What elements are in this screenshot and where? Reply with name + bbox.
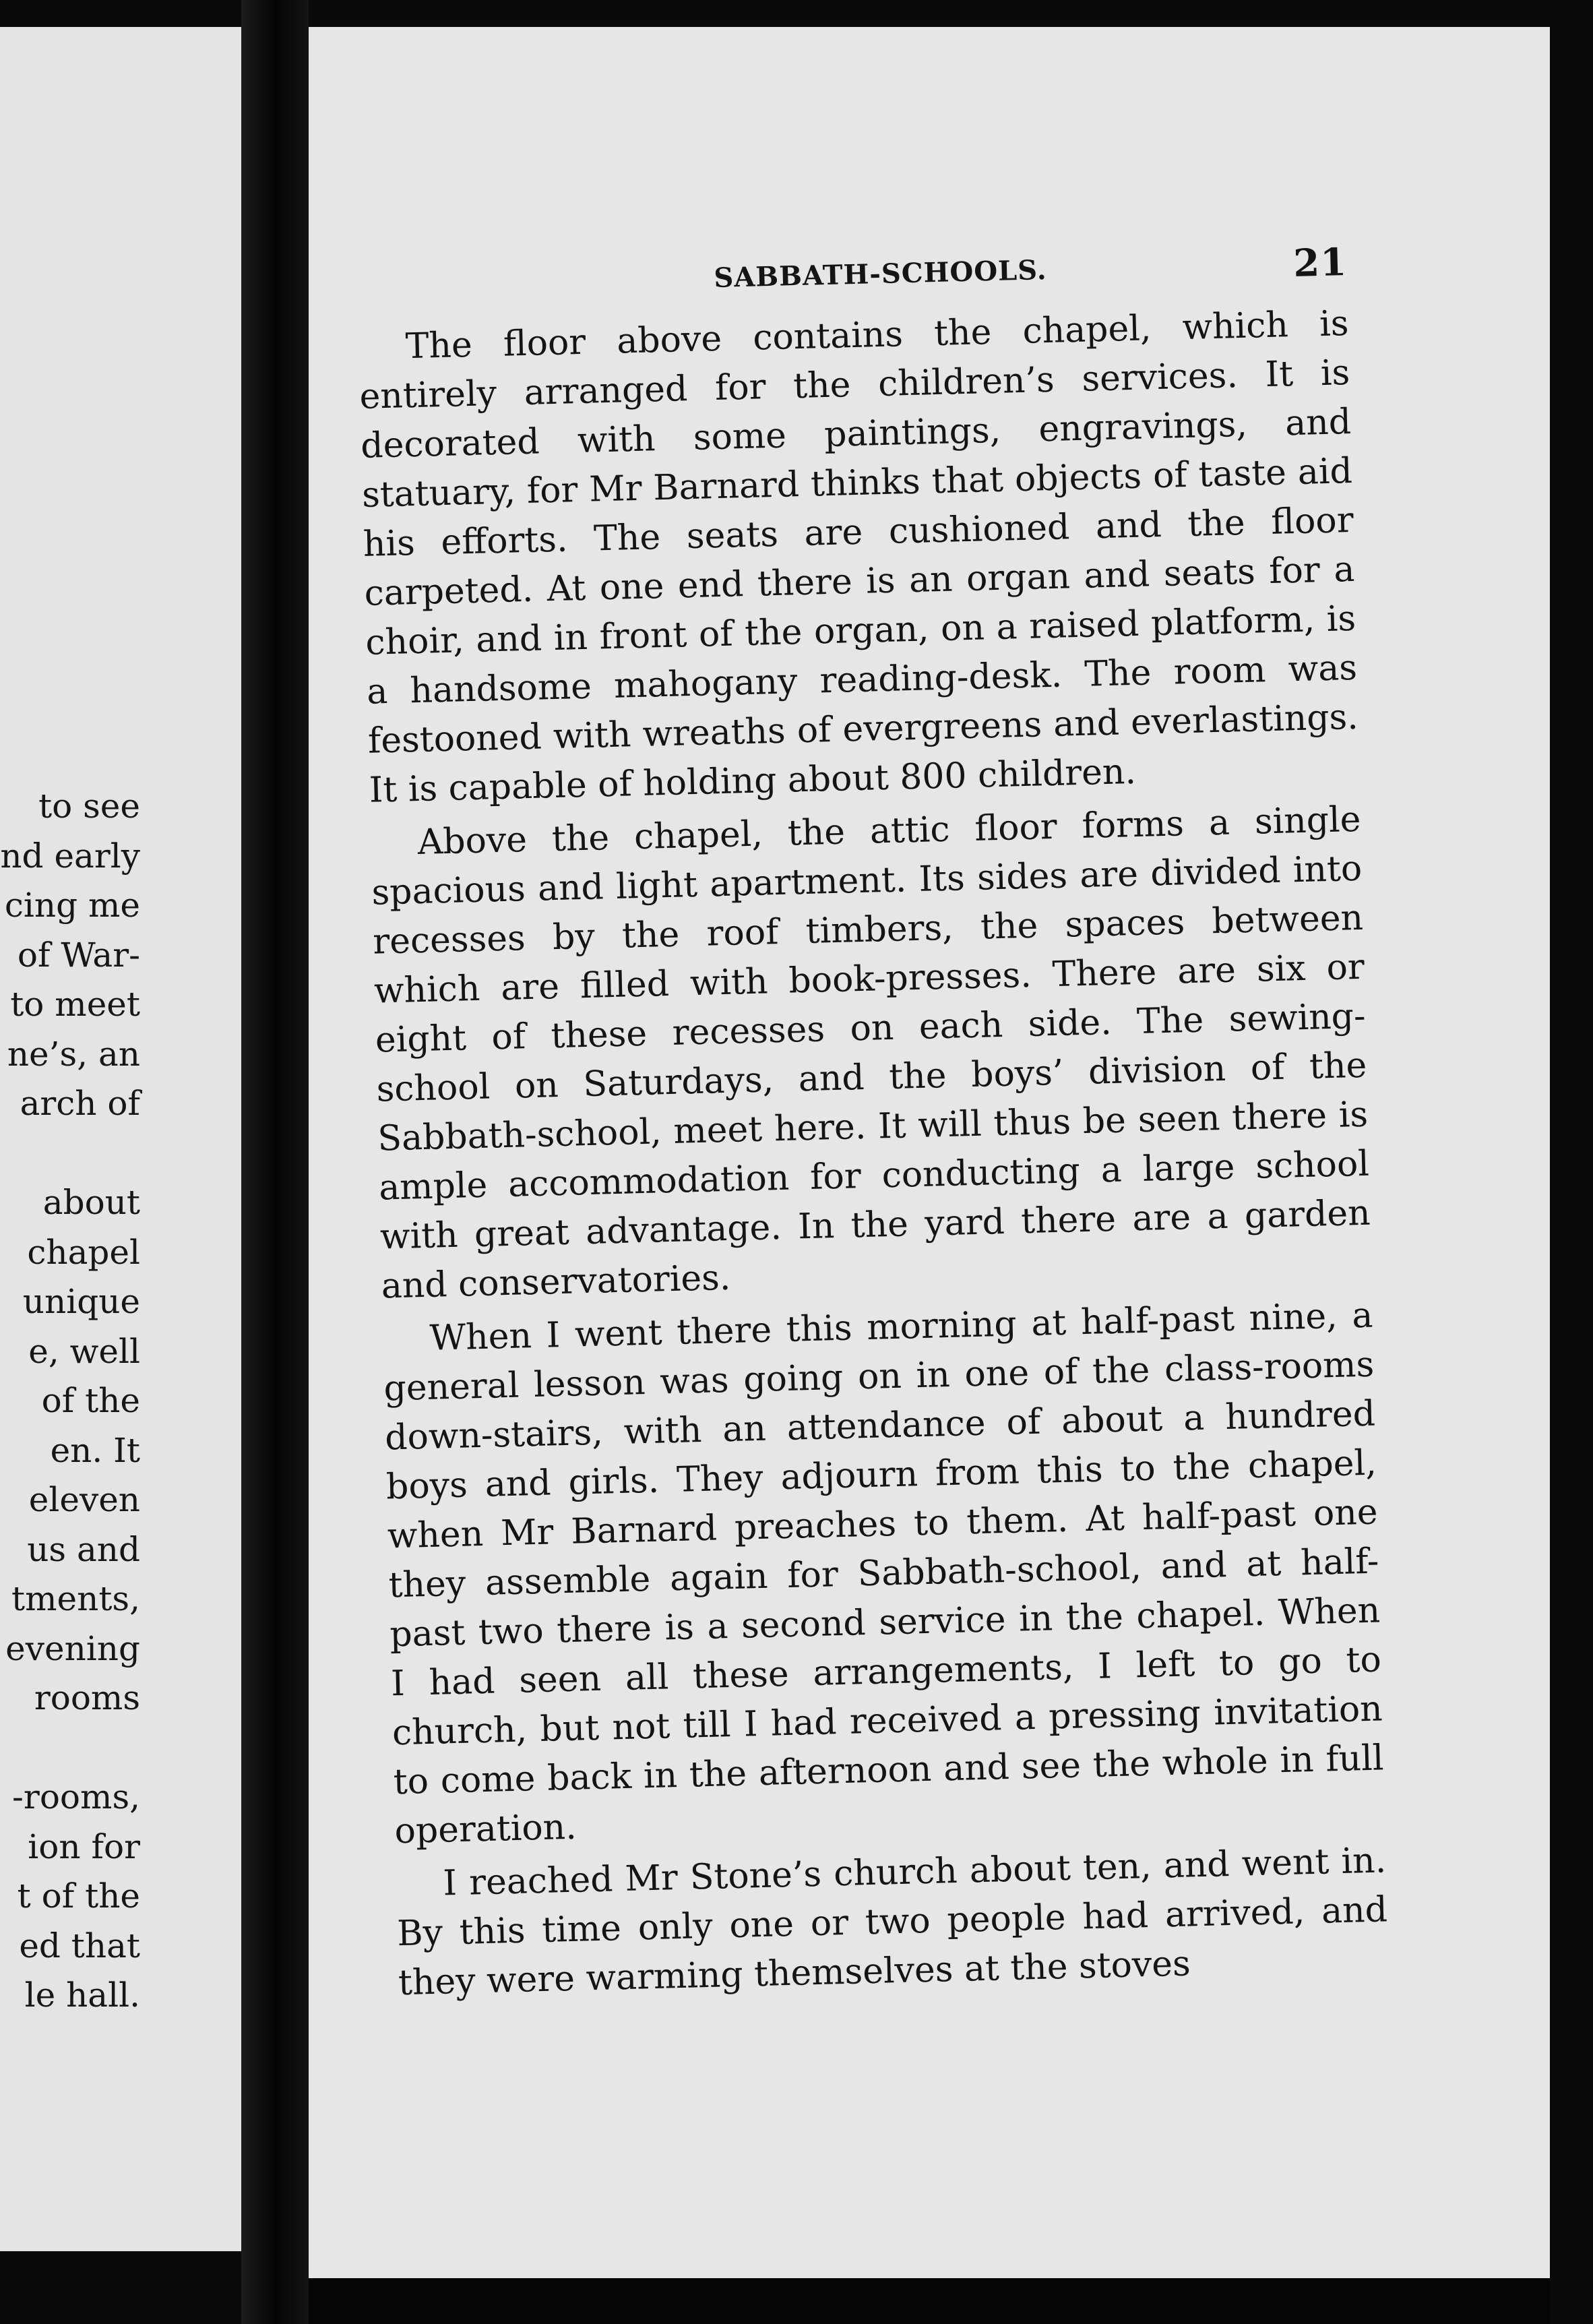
left-line: en. It xyxy=(50,1430,140,1470)
left-page-text xyxy=(0,782,140,2021)
left-line: e, well xyxy=(28,1331,140,1371)
left-line: to meet xyxy=(10,985,140,1024)
left-line: chapel xyxy=(27,1232,140,1272)
book-gutter-shadow xyxy=(241,0,309,2324)
left-line: us and xyxy=(27,1529,140,1569)
left-line: ion for xyxy=(28,1827,140,1866)
page-number: 21 xyxy=(1292,240,1348,286)
left-line: ne’s, an xyxy=(7,1034,140,1074)
left-line: arch of xyxy=(20,1084,140,1123)
left-line: of War- xyxy=(17,935,140,975)
running-title: SABBATH-SCHOOLS. xyxy=(713,253,1048,295)
left-line: cing me xyxy=(4,886,140,925)
right-page xyxy=(309,27,1550,2278)
left-page-fragment xyxy=(0,27,241,2251)
left-line: about xyxy=(42,1183,140,1222)
paragraph: The floor above contains the chapel, which is entirely arranged for the children’s services. It is decorated with some paintings, engravings, and statuary, for Mr Barnard thinks that objects of taste aid his efforts. The seats are cushioned and the floor carpeted. At one end there is an organ and seats for a choir, and in front of the organ, on a raised platform, is a handsome mahogany reading-desk. The room was festooned with wreaths of evergreens and everlastings. It is capable of holding about 800 children. xyxy=(358,303,1359,811)
paragraph: When I went there this morning at half-past nine, a general lesson was going on in one of the class-rooms down-stairs, with an attendance of about a hundred boys and girls. They adjourn from this to the chapel, when Mr Barnard preaches to them. At half-past one they assemble again for Sabbath-school, and at half-past two there is a second service in the chapel. When I had seen all these arrangements, I left to go to church, but not till I had received a pressing invitation to come back in the afternoon and see the whole in full operation. xyxy=(383,1295,1385,1852)
left-line: ed that xyxy=(19,1926,140,1965)
left-line: of the xyxy=(41,1381,140,1420)
left-line: unique xyxy=(22,1282,140,1321)
left-line: le hall. xyxy=(24,1976,140,2015)
paragraph: Above the chapel, the attic floor forms a single spacious and light apartment. Its sides are divided into recesses by the roof timbers, the spaces between which are filled with book-presses. There are six or eight of these recesses on each side. The sewing-school on Saturdays, and the boys’ division of the Sabbath-school, meet here. It will thus be seen there is ample accommodation for conducting a large school with great advantage. In the yard there are a garden and conservatories. xyxy=(371,799,1371,1307)
left-paragraph-gap xyxy=(0,1129,140,1179)
left-line: evening xyxy=(5,1628,140,1668)
left-line: t of the xyxy=(17,1876,140,1916)
left-line: eleven xyxy=(28,1480,140,1519)
paragraph: I reached Mr Stone’s church about ten, and went in. By this time only one or two people had arrived, and they were warming themselves at the stoves xyxy=(396,1840,1388,2004)
left-line: to see xyxy=(38,787,140,826)
left-line: -rooms, xyxy=(12,1777,140,1816)
page-bottom-shadow xyxy=(309,2278,1550,2324)
left-line: rooms xyxy=(34,1678,140,1717)
page-content xyxy=(356,218,1389,2012)
left-line: nd early xyxy=(0,836,140,876)
left-paragraph-gap xyxy=(0,1723,140,1773)
left-line: tments, xyxy=(11,1579,140,1618)
